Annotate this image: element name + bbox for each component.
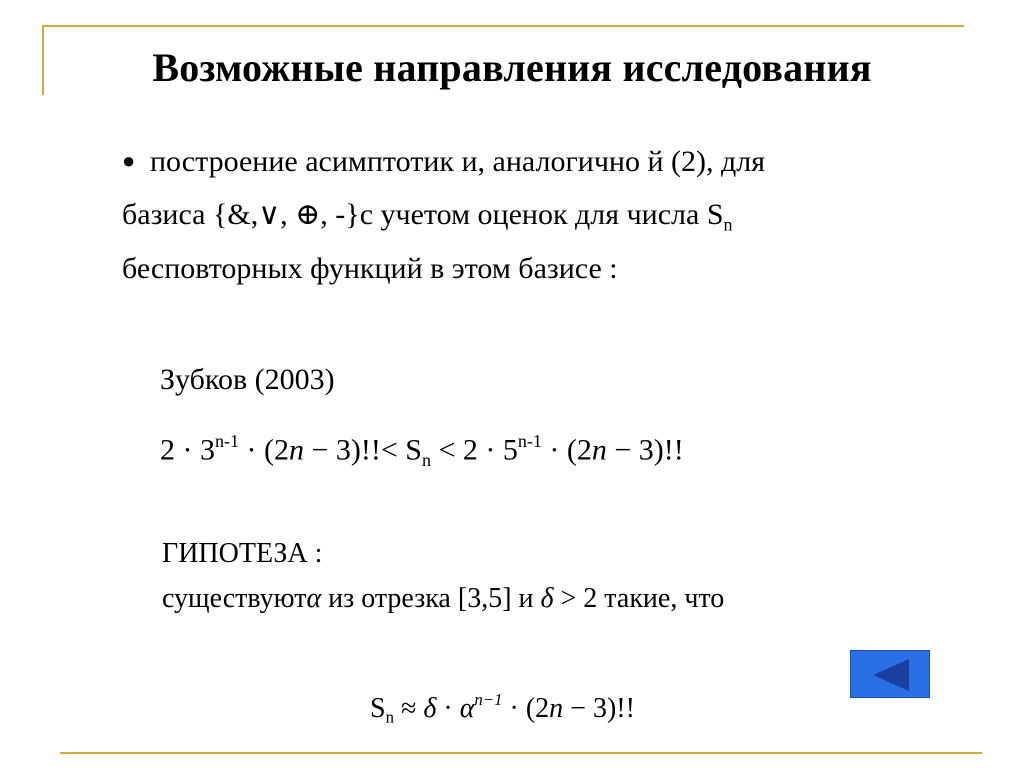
hypothesis-part: существуют <box>162 583 307 614</box>
hypothesis-part: > 2 такие, что <box>553 583 725 614</box>
formula-var-n: n <box>549 692 564 724</box>
back-button[interactable] <box>850 650 930 698</box>
formula-sup: n-1 <box>215 431 239 451</box>
bullet-line-3 <box>122 251 618 287</box>
alpha-symbol: α <box>306 583 322 614</box>
formula-part: 2 · 3 <box>160 433 215 467</box>
formula-part: − 3)!!< S <box>303 433 422 467</box>
formula-var-n: n <box>591 433 607 467</box>
delta-symbol: δ <box>423 692 437 724</box>
formula-part: · (2 <box>502 692 550 724</box>
slide-title: Возможные направления исследования <box>152 45 872 90</box>
formula-part: · (2 <box>541 433 592 467</box>
formula-part: · (2 <box>239 433 289 467</box>
zubkov-heading: Зубков (2003) <box>160 363 335 396</box>
formula-part: < 2 · 5 <box>430 433 518 467</box>
bullet-icon: ● <box>122 148 136 173</box>
formula-part: ≈ <box>393 692 424 724</box>
bullet-line-1 <box>122 143 765 180</box>
frame-bottom-line <box>60 752 982 754</box>
hypothesis-text <box>162 581 724 617</box>
formula-var-n: n <box>288 433 304 467</box>
hypothesis-heading: ГИПОТЕЗА : <box>162 538 323 569</box>
delta-symbol: δ <box>540 583 554 614</box>
formula-part: − 3)!! <box>563 692 635 724</box>
bullet-text-3: бесповторных функций в этом базисе : <box>122 252 618 285</box>
formula-sub: n <box>421 449 431 470</box>
formula-sub: n <box>385 707 394 727</box>
bullet-line-2 <box>122 197 733 242</box>
triangle-left-icon <box>851 651 931 699</box>
hypothesis-part: из отрезка [3,5] и <box>321 583 541 614</box>
formula-part: − 3)!! <box>606 433 684 467</box>
subscript-n: n <box>723 214 733 235</box>
formula-part: · <box>436 692 460 724</box>
final-formula <box>370 682 635 736</box>
formula-part: S <box>370 692 386 724</box>
formula-sup: n-1 <box>517 431 542 451</box>
zubkov-formula <box>160 423 684 478</box>
formula-sup: n−1 <box>474 690 503 709</box>
bullet-text-2: базиса {&,∨, ⊕, -}с учетом оценок для числа S <box>122 198 724 231</box>
frame-top-line <box>42 25 964 27</box>
alpha-symbol: α <box>459 692 475 724</box>
bullet-text-1: построение асимптотик и, аналогично й (2), для <box>150 145 766 178</box>
